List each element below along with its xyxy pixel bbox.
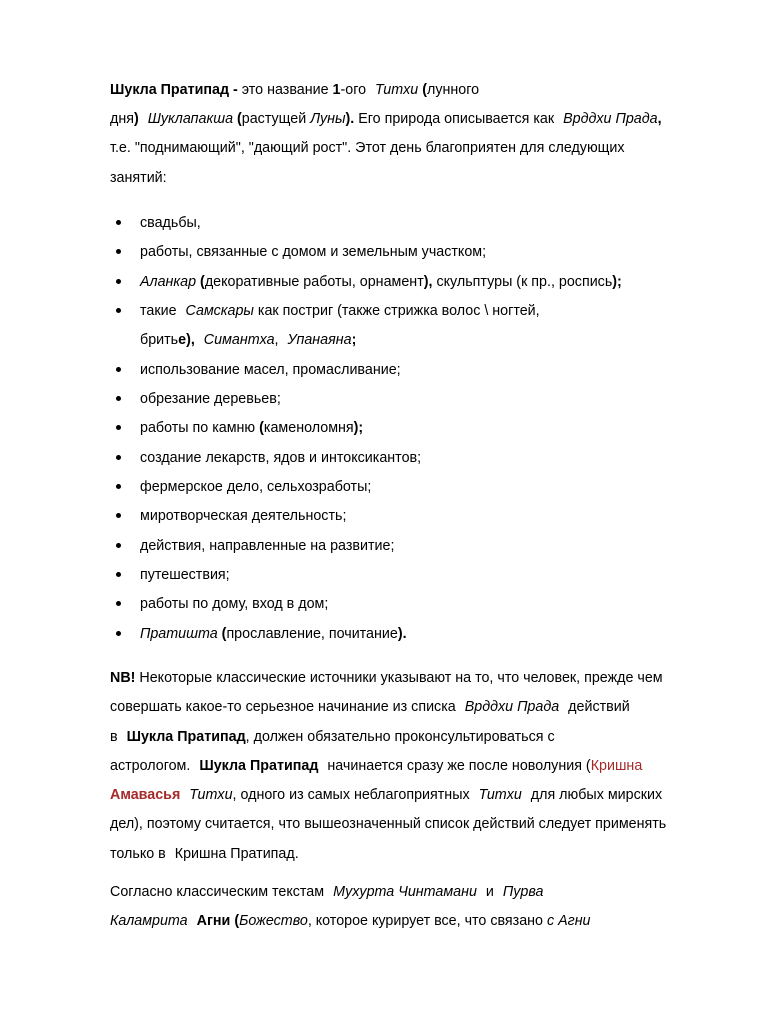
bullet-icon [116, 249, 121, 254]
list-item: создание лекарств, ядов и интоксикантов; [140, 450, 422, 466]
bullet-icon [116, 367, 121, 372]
term-amavasya-red: Амавасья [110, 787, 181, 803]
term-luna: Луны [310, 111, 346, 127]
intro-line-3: т.е. "поднимающий", "дающий рост". Этот день благоприятен для следующих [110, 140, 625, 156]
list-item: миротворческая деятельность; [140, 508, 347, 524]
list-item: работы по дому, вход в дом; [140, 596, 329, 612]
list-item: Пратишта (прославление, почитание). [140, 626, 407, 642]
nb-line-3: в Шукла Пратипад, должен обязательно проконсультироваться с [110, 729, 555, 745]
list-item-continuation: бритье), Симантха, Упанаяна; [140, 332, 357, 348]
nb-line-2: совершать какое-то серьезное начинание из списка Врддхи Прада действий [110, 699, 630, 715]
intro-line-4: занятий: [110, 170, 167, 186]
list-item: путешествия; [140, 567, 230, 583]
list-item: фермерское дело, сельхозработы; [140, 479, 372, 495]
term-krishna-red: Кришна [590, 758, 643, 774]
bullet-icon [116, 396, 121, 401]
list-item: работы, связанные с домом и земельным участком; [140, 244, 487, 260]
term-tithi: Титхи [375, 82, 419, 98]
nb-line-1: NB! Некоторые классические источники указывают на то, что человек, прежде чем [110, 670, 663, 686]
term-vrddhi-prada: Врддхи Прада [563, 111, 658, 127]
nb-line-6: дел), поэтому считается, что вышеозначенный список действий следует применять [110, 816, 667, 832]
final-line-1: Согласно классическим текстам Мухурта Чинтамани и Пурва [110, 884, 544, 900]
bullet-icon [116, 543, 121, 548]
nb-label: NB! [110, 670, 136, 686]
list-item: использование масел, промасливание; [140, 362, 401, 378]
list-item: действия, направленные на развитие; [140, 538, 395, 554]
bullet-icon [116, 279, 121, 284]
bullet-icon [116, 513, 121, 518]
bullet-icon [116, 484, 121, 489]
list-item: работы по камню (каменоломня); [140, 420, 364, 436]
list-item: свадьбы, [140, 215, 201, 231]
bullet-icon [116, 220, 121, 225]
bullet-icon [116, 455, 121, 460]
term-shuklapaksha: Шуклапакша [147, 111, 234, 127]
final-line-2: Каламрита Агни (Божество, которое курирует все, что связано с Агни [110, 913, 591, 929]
nb-line-5: Амавасья Титхи, одного из самых неблагоприятных Титхи для любых мирских [110, 787, 663, 803]
intro-line-2: дня) Шуклапакша (растущей Луны). Его природа описывается как Врддхи Прада, [110, 111, 662, 127]
bullet-icon [116, 601, 121, 606]
intro-line-1: Шукла Пратипад - это название 1-ого Титхи (лунного [110, 82, 480, 98]
list-item: обрезание деревьев; [140, 391, 281, 407]
nb-line-7: только в Кришна Пратипад. [110, 846, 299, 862]
list-item: такие Самскары как постриг (также стрижка волос \ ногтей, [140, 303, 540, 319]
bullet-icon [116, 572, 121, 577]
list-item: Аланкар (декоративные работы, орнамент), скульптуры (к пр., роспись); [140, 274, 622, 290]
bullet-icon [116, 425, 121, 430]
nb-line-4: астрологом. Шукла Пратипад начинается сразу же после новолуния (Кришна [110, 758, 643, 774]
term-shukla-pratipad: Шукла Пратипад [110, 82, 230, 98]
bullet-icon [116, 308, 121, 313]
bullet-icon [116, 631, 121, 636]
